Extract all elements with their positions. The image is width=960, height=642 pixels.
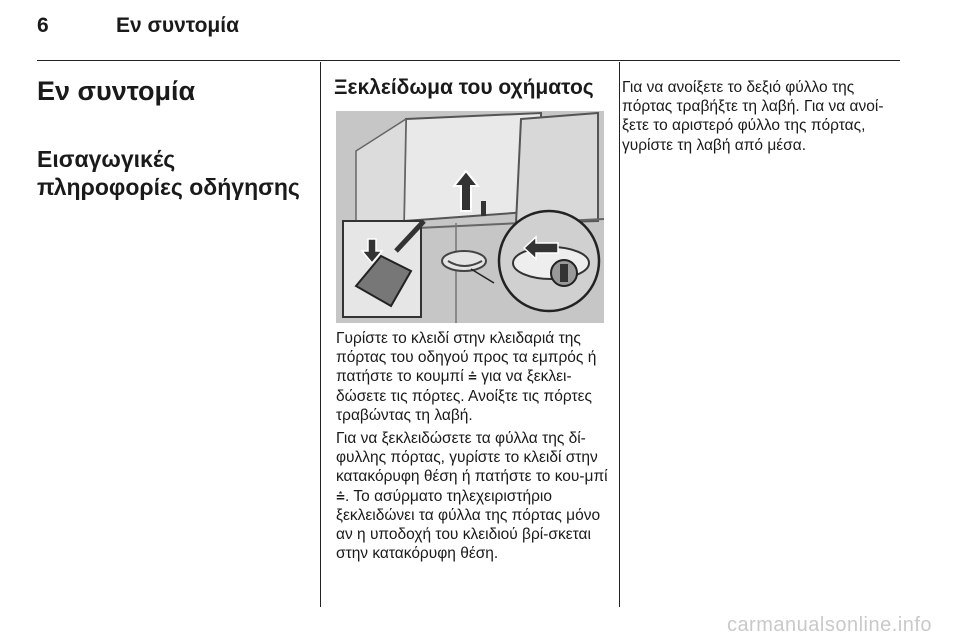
double-door-paragraph: Για να ξεκλειδώσετε τα φύλλα της δί-φυλλης πόρτας, γυρίστε το κλειδί στην κατακόρυφη θέση ή πατήστε το κου-μπί ⩮. Το ασύρματο τηλεχειριστήριο ξεκλειδώνει τα φύλλα της πόρτας μόνο αν η υποδοχή του κλειδιού βρί-σκεται στην κατακόρυφη θέση.	[336, 430, 608, 563]
door-leaf-paragraph: Για να ανοίξετε το δεξιό φύλλο της πόρτας τραβήξτε τη λαβή. Για να ανοί-ξετε το αριστερό φύλλο της πόρτας, γυρίστε τη λαβή από μέσα.	[622, 79, 884, 154]
column-separator-1	[320, 62, 321, 607]
running-header-title: Εν συντομία	[116, 14, 239, 37]
unlocking-heading: Ξεκλείδωμα του οχήματος	[334, 76, 594, 99]
header-rule	[37, 60, 900, 61]
section-subtitle: Εισαγωγικές πληροφορίες οδήγησης	[37, 146, 300, 200]
column-separator-2	[619, 62, 620, 607]
unlock-instructions-paragraph: Γυρίστε το κλειδί στην κλειδαριά της πόρτας του οδηγού προς τα εμπρός ή πατήστε το κουμπί ⩮ για να ξεκλει-δώσετε τις πόρτες. Ανοίξτε τις πόρτες τραβώντας τη λαβή.	[336, 330, 597, 424]
watermark-text: carmanualsonline.info	[726, 614, 932, 636]
page-number: 6	[37, 14, 49, 37]
door-unlock-illustration	[336, 111, 604, 323]
section-title: Εν συντομία	[37, 76, 196, 106]
